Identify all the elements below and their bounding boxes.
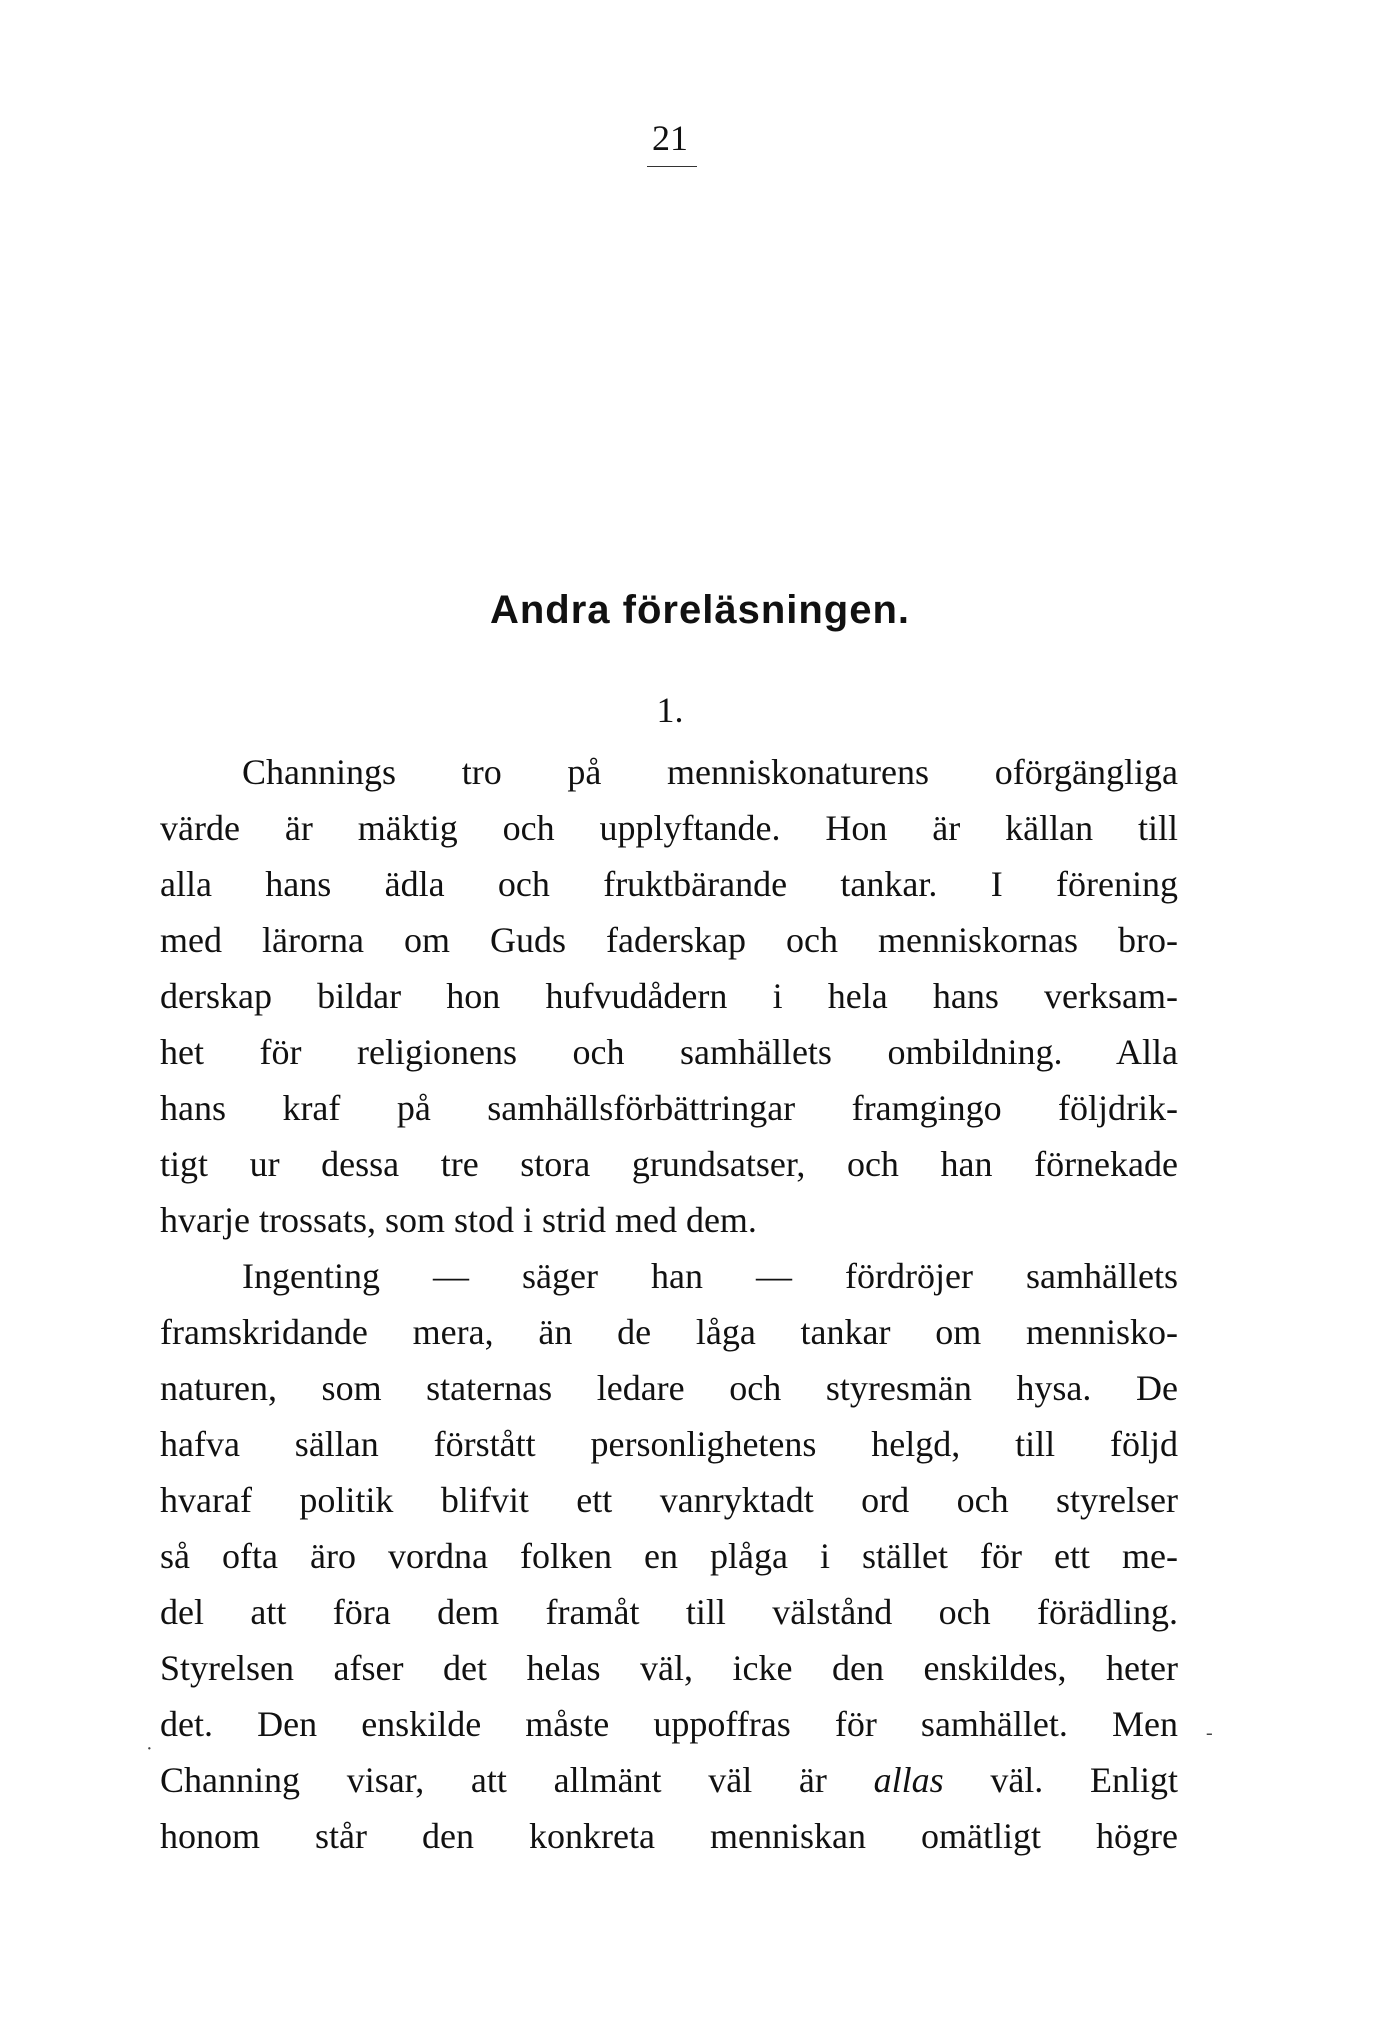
- text-line: hans kraf på samhällsförbättringar framgingo följdrik-: [160, 1088, 1178, 1128]
- page-number: 21: [652, 118, 688, 158]
- chapter-title: Andra föreläsningen.: [489, 588, 911, 632]
- text-line: med lärorna om Guds faderskap och menniskornas bro-: [160, 920, 1178, 960]
- text-line: het för religionens och samhällets ombildning. Alla: [160, 1032, 1178, 1072]
- text-line: så ofta äro vordna folken en plåga i stället för ett me-: [160, 1536, 1178, 1576]
- text-line: värde är mäktig och upplyftande. Hon är källan till: [160, 808, 1178, 848]
- page-number-rule: [647, 166, 697, 167]
- text-line: framskridande mera, än de låga tankar om mennisko-: [160, 1312, 1178, 1352]
- text-line: det. Den enskilde måste uppoffras för samhället. Men: [160, 1704, 1178, 1744]
- section-number: 1.: [656, 690, 684, 730]
- text-line: tigt ur dessa tre stora grundsatser, och han förnekade: [160, 1144, 1178, 1184]
- text-fragment: väl. Enligt: [943, 1760, 1178, 1800]
- text-line: Channings tro på menniskonaturens oförgängliga: [242, 752, 1178, 792]
- text-line: Styrelsen afser det helas väl, icke den enskildes, heter: [160, 1648, 1178, 1688]
- text-line: hafva sällan förstått personlighetens helgd, till följd: [160, 1424, 1178, 1464]
- text-line: del att föra dem framåt till välstånd och förädling.: [160, 1592, 1178, 1632]
- text-fragment: Channing visar, att allmänt väl är: [160, 1760, 874, 1800]
- margin-dot: ·: [146, 1738, 153, 1760]
- text-line: hvaraf politik blifvit ett vanryktadt ord och styrelser: [160, 1480, 1178, 1520]
- body-text: [160, 744, 1178, 1864]
- text-line: honom står den konkreta menniskan omätligt högre: [160, 1816, 1178, 1856]
- text-line: [160, 1752, 1178, 1808]
- text-line: derskap bildar hon hufvudådern i hela hans verksam-: [160, 976, 1178, 1016]
- emphasis-text: allas: [873, 1760, 944, 1800]
- text-line: Ingenting — säger han — fördröjer samhällets: [242, 1256, 1178, 1296]
- text-line: naturen, som staternas ledare och styresmän hysa. De: [160, 1368, 1178, 1408]
- text-line: alla hans ädla och fruktbärande tankar. I förening: [160, 864, 1178, 904]
- text-line: hvarje trossats, som stod i strid med dem.: [160, 1200, 757, 1240]
- margin-dash: -: [1206, 1722, 1213, 1744]
